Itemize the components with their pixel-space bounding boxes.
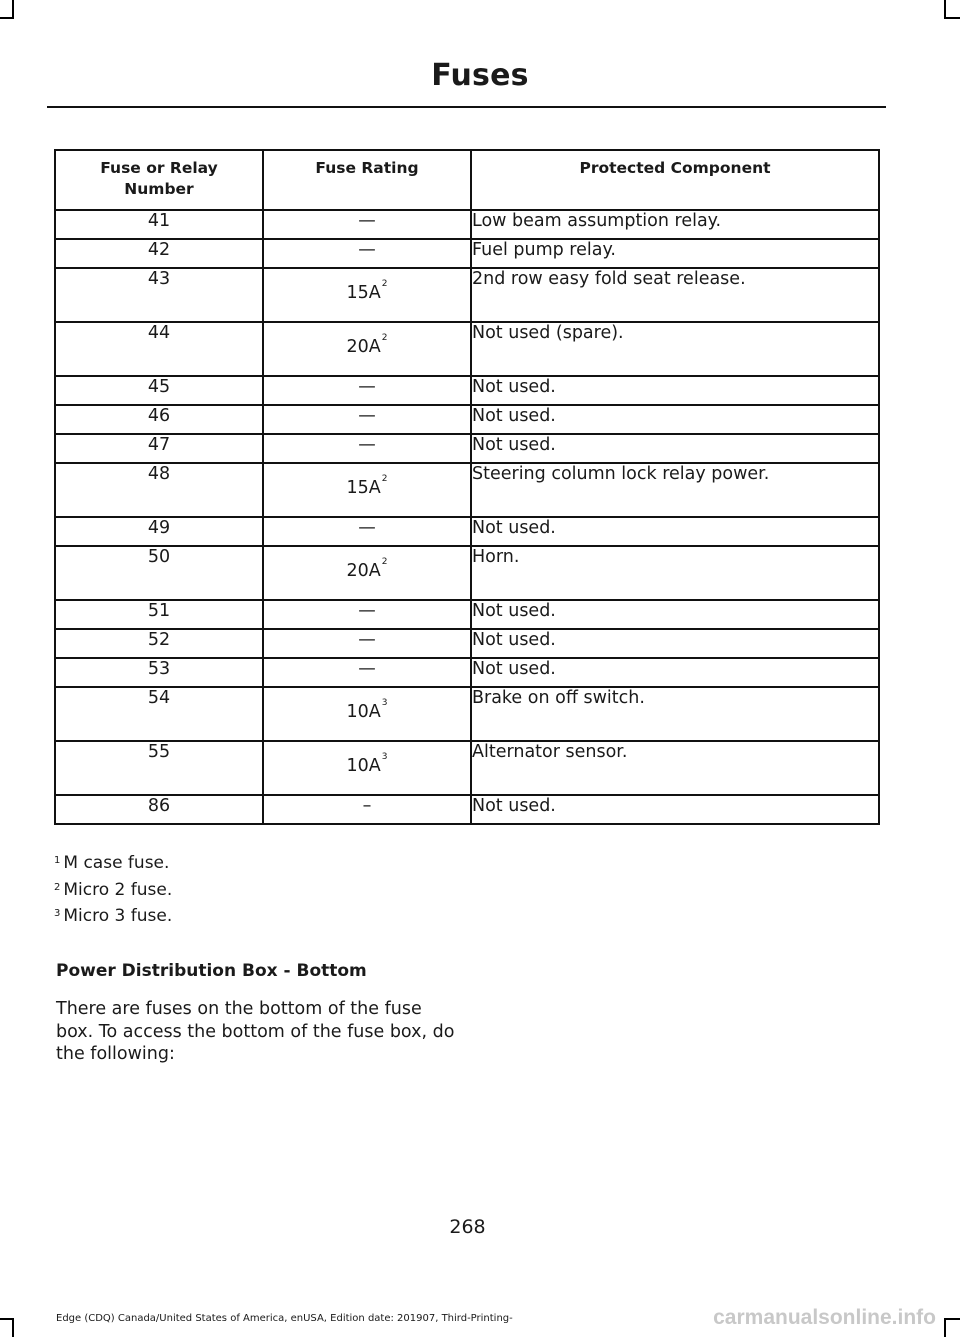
footnote-text: Micro 2 fuse. [63,879,173,900]
fuse-rating-value: — [358,518,376,538]
fuse-rating-cell [263,463,471,517]
table-row [55,463,879,517]
protected-component-cell: Not used. [471,795,879,824]
fuse-number-cell: 46 [55,405,263,434]
table-row [55,658,879,687]
fuse-number-cell: 55 [55,741,263,795]
crop-mark [0,1318,14,1320]
fuse-rating-cell [263,517,471,546]
column-header-component: Protected Component [471,150,879,210]
fuse-rating-value: 10A [346,702,381,722]
fuse-rating-cell [263,322,471,376]
table-header-row [55,150,879,210]
watermark: carmanualsonline.info [713,1306,936,1329]
protected-component-cell: Not used. [471,434,879,463]
fuse-number-cell: 44 [55,322,263,376]
crop-mark [12,0,14,18]
fuse-rating-value: — [358,435,376,455]
fuse-rating-cell [263,629,471,658]
footnote-reference: 2 [381,474,388,484]
section-heading: Power Distribution Box - Bottom [56,961,367,981]
fuse-rating-value: — [358,659,376,679]
crop-mark [944,17,960,19]
table-row [55,600,879,629]
fuse-rating-value: – [362,796,372,816]
fuse-number-cell: 53 [55,658,263,687]
fuse-rating-cell [263,405,471,434]
table-row [55,239,879,268]
protected-component-cell: Horn. [471,546,879,600]
fuse-rating-cell [263,741,471,795]
fuse-rating-value: — [358,601,376,621]
table-body [55,210,879,824]
fuse-number-cell: 45 [55,376,263,405]
fuse-rating-value: — [358,377,376,397]
fuse-number-cell: 49 [55,517,263,546]
fuse-rating-cell [263,658,471,687]
edition-line: Edge (CDQ) Canada/United States of America, enUSA, Edition date: 201907, Third-Printing- [56,1313,513,1324]
protected-component-cell: Low beam assumption relay. [471,210,879,239]
fuse-number-cell: 86 [55,795,263,824]
table-row [55,210,879,239]
column-header-rating: Fuse Rating [263,150,471,210]
footnote-text: Micro 3 fuse. [63,906,173,926]
fuse-rating-cell [263,546,471,600]
table-row [55,376,879,405]
protected-component-cell: Alternator sensor. [471,741,879,795]
fuse-rating-cell [263,268,471,322]
table-row [55,434,879,463]
footnote-mark: 2 [54,881,61,893]
page-title: Fuses [431,58,529,93]
crop-mark [944,0,946,18]
table-row [55,687,879,741]
body-paragraph: There are fuses on the bottom of the fuse box. To access the bottom of the fuse box, do the following: [56,999,455,1064]
protected-component-cell: Not used. [471,600,879,629]
fuse-rating-value: 10A [346,756,381,776]
protected-component-cell: Fuel pump relay. [471,239,879,268]
table-row [55,268,879,322]
protected-component-cell: Brake on off switch. [471,687,879,741]
fuse-rating-cell [263,210,471,239]
fuse-number-cell: 54 [55,687,263,741]
footnote-mark: 3 [54,908,61,919]
column-header-number: Fuse or Relay Number [55,150,263,210]
protected-component-cell: 2nd row easy fold seat release. [471,268,879,322]
footnote-reference: 2 [381,279,388,289]
fuse-rating-value: — [358,211,376,231]
fuse-rating-value: — [358,630,376,650]
fuse-number-cell: 42 [55,239,263,268]
table-row [55,629,879,658]
fuse-number-cell: 48 [55,463,263,517]
protected-component-cell: Not used. [471,405,879,434]
table-row [55,546,879,600]
fuse-number-cell: 51 [55,600,263,629]
footnote [54,850,172,877]
fuse-rating-value: 20A [346,337,381,357]
footnote-text: M case fuse. [63,853,170,873]
fuse-table [54,149,880,825]
footnote [54,877,172,904]
fuse-number-cell: 50 [55,546,263,600]
fuse-rating-cell [263,239,471,268]
protected-component-cell: Not used. [471,658,879,687]
fuse-rating-value: 15A [346,478,381,498]
fuse-rating-value: — [358,406,376,426]
protected-component-cell: Not used. [471,517,879,546]
fuse-rating-cell [263,687,471,741]
fuse-rating-cell [263,600,471,629]
table-row [55,795,879,824]
fuse-rating-cell [263,795,471,824]
crop-mark [0,17,14,19]
protected-component-cell: Steering column lock relay power. [471,463,879,517]
table-row [55,405,879,434]
footnotes [54,850,172,930]
footnote [54,903,172,930]
fuse-number-cell: 41 [55,210,263,239]
table-row [55,741,879,795]
fuse-number-cell: 47 [55,434,263,463]
crop-mark [12,1319,14,1337]
fuse-number-cell: 43 [55,268,263,322]
footnote-mark: 1 [54,855,61,866]
table-row [55,517,879,546]
footnote-reference: 2 [381,557,388,567]
protected-component-cell: Not used. [471,376,879,405]
fuse-number-cell: 52 [55,629,263,658]
protected-component-cell: Not used. [471,629,879,658]
title-divider [47,106,886,108]
table-row [55,322,879,376]
crop-mark [944,1319,946,1337]
footnote-reference: 3 [381,752,388,762]
footnote-reference: 2 [381,333,388,343]
fuse-rating-value: 20A [346,561,381,581]
fuse-rating-value: — [358,240,376,260]
footnote-reference: 3 [381,698,388,708]
page-number: 268 [449,1216,486,1238]
protected-component-cell: Not used (spare). [471,322,879,376]
fuse-rating-cell [263,376,471,405]
fuse-rating-cell [263,434,471,463]
fuse-rating-value: 15A [346,283,381,303]
crop-mark [944,1318,960,1320]
